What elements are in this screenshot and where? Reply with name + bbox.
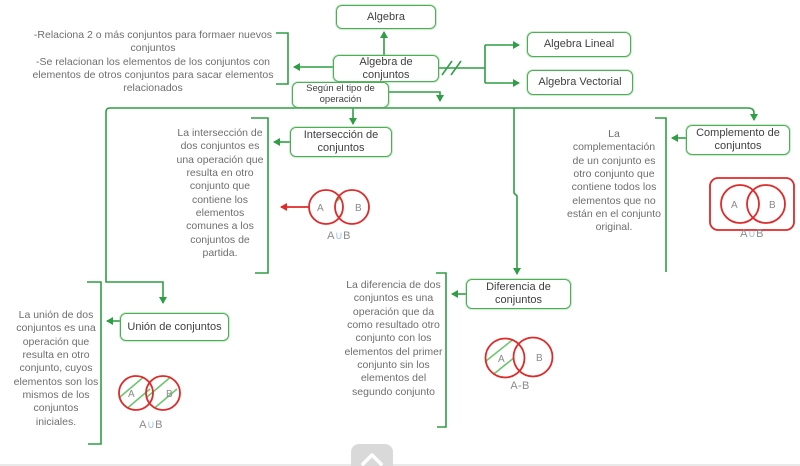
node-segun-tipo-operacion[interactable] <box>292 82 389 108</box>
scroll-top-button[interactable] <box>351 444 393 466</box>
venn-union <box>112 369 190 417</box>
node-complemento[interactable] <box>686 125 790 155</box>
node-diferencia-label: Diferencia de conjuntos <box>486 281 551 306</box>
node-union-label: Unión de conjuntos <box>127 320 222 333</box>
note-diferencia: La diferencia de dos conjuntos es una operación que da como resultado otro conjunto con los elementos del primer conjunto sin los elementos del segundo conjunto <box>344 279 443 398</box>
drop-to-complemento <box>748 108 754 120</box>
note-algebra-de-conjuntos <box>28 29 278 96</box>
node-algebra-vectorial-label: Algebra Vectorial <box>538 76 622 89</box>
caption-b: B <box>155 419 163 431</box>
node-diferencia[interactable] <box>466 279 571 309</box>
caption-a: A <box>327 230 335 242</box>
chevron-up-icon <box>357 450 387 466</box>
caption-b: B <box>756 228 764 240</box>
caption-a: A <box>740 228 748 240</box>
caption-a: A <box>139 419 147 431</box>
venn-caption-interseccion <box>297 229 381 242</box>
caption-operator: ∪ <box>747 228 757 240</box>
caption-operator: ∪ <box>146 419 156 431</box>
venn-label-a: A <box>317 203 324 214</box>
caption-b: B <box>521 380 530 392</box>
venn-caption-union <box>112 418 190 431</box>
caption-operator: ∪ <box>334 230 344 242</box>
venn-caption-complemento <box>706 227 798 240</box>
venn-interseccion <box>272 183 396 233</box>
node-segun-tipo-operacion-label: Según el tipo de operación <box>306 83 375 105</box>
venn-label-a: A <box>498 354 505 365</box>
node-interseccion[interactable] <box>290 127 392 157</box>
node-complemento-label: Complemento de conjuntos <box>696 127 780 152</box>
caption-a: A <box>510 380 519 392</box>
drop-to-diferencia <box>514 108 517 274</box>
venn-circle-b <box>747 185 785 223</box>
venn-label-b: B <box>769 200 776 211</box>
node-union[interactable] <box>120 313 229 341</box>
node-algebra-lineal-label: Algebra Lineal <box>543 38 615 51</box>
venn-universe-rect <box>710 178 794 230</box>
edge-conjuntos-right-trunk <box>439 45 485 83</box>
caption-operator: - <box>518 380 522 392</box>
note-interseccion: La intersección de dos conjuntos es una operación que resulta en otro conjunto que contiene los elementos comunes a los conjuntos de partida. <box>176 127 264 259</box>
venn-label-b: B <box>355 203 362 214</box>
venn-label-b: B <box>536 353 543 364</box>
node-interseccion-label: Intersección de conjuntos <box>303 129 379 154</box>
venn-diferencia <box>480 333 560 385</box>
edge-segun-to-busline <box>389 92 440 101</box>
venn-label-b: B <box>166 389 173 400</box>
venn-caption-diferencia <box>480 380 560 392</box>
note-union: La unión de dos conjuntos es una operación que resulta en otro conjunto, cuyos elementos son los mismos de los conjuntos iniciales. <box>13 309 99 428</box>
node-algebra-lineal[interactable] <box>527 32 631 57</box>
venn-label-a: A <box>128 389 135 400</box>
node-algebra-vectorial[interactable] <box>527 70 633 95</box>
venn-label-a: A <box>731 200 738 211</box>
note-line: -Se relacionan los elementos de los conjuntos con elementos de otros conjuntos para sacar elementos relacionados <box>32 55 274 95</box>
venn-circle-b <box>335 190 369 224</box>
node-algebra-de-conjuntos[interactable] <box>333 55 439 82</box>
node-algebra-label: Algebra <box>367 10 405 23</box>
node-algebra-de-conjuntos-label: Algebra de conjuntos <box>359 55 413 81</box>
caption-b: B <box>343 230 351 242</box>
node-algebra[interactable] <box>336 5 436 29</box>
venn-circle-a <box>309 190 343 224</box>
note-line: -Relaciona 2 o más conjuntos para formaer nuevos conjuntos <box>33 29 273 55</box>
venn-complemento <box>706 174 798 234</box>
note-complemento: La complementación de un conjunto es otro conjunto que contiene todos los elementos que no están en el conjunto original. <box>567 128 661 234</box>
